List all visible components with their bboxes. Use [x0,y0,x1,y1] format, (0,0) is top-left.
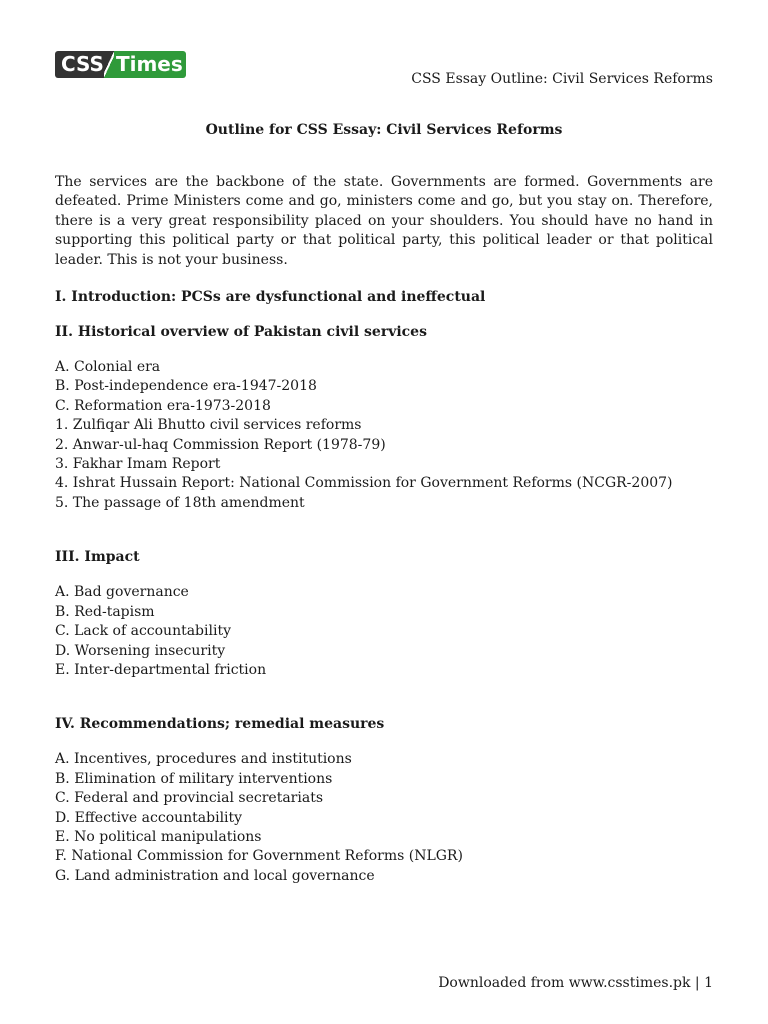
list-item: C. Lack of accountability [55,623,231,640]
list-item: 4. Ishrat Hussain Report: National Commission for Government Reforms (NCGR-2007) [55,475,673,492]
list-item: E. No political manipulations [55,828,262,845]
recommendations-list [55,750,713,886]
list-item: A. Colonial era [55,359,161,376]
document-title: Outline for CSS Essay: Civil Services Reforms [205,122,563,138]
list-item: C. Federal and provincial secretariats [55,790,324,807]
historical-overview-list [55,358,713,513]
logo-text-css: CSS [55,51,110,78]
section-heading-introduction: I. Introduction: PCSs are dysfunctional and ineffectual [55,289,486,306]
logo-text-times [110,51,186,78]
logo-slash-mark [104,51,114,78]
css-times-logo [55,51,186,78]
impact-list [55,583,713,680]
list-item: B. Red-tapism [55,603,155,620]
document-body [55,120,713,886]
list-item: B. Post-independence era-1947-2018 [55,378,317,395]
list-item: 2. Anwar-ul-haq Commission Report (1978-79) [55,436,386,453]
section-heading-recommendations: IV. Recommendations; remedial measures [55,716,385,733]
logo-text-times-label: Times [115,52,183,76]
page-header-title: CSS Essay Outline: Civil Services Reforms [411,71,713,87]
list-item: D. Worsening insecurity [55,642,226,659]
section-heading-impact: III. Impact [55,549,140,566]
section-heading-historical-overview: II. Historical overview of Pakistan civil services [55,324,427,341]
intro-paragraph: The services are the backbone of the state. Governments are formed. Governments are defeated. Prime Ministers come and go, ministers come and go, but you stay on. Therefore, there is a very great responsibility placed on your shoulders. You should have no hand in supporting this political party or that political party, this political leader or that political leader. This is not your business. [55,174,713,268]
list-item: A. Bad governance [55,584,189,601]
list-item: 5. The passage of 18th amendment [55,494,305,511]
list-item: A. Incentives, procedures and institutions [55,751,352,768]
list-item: D. Effective accountability [55,809,243,826]
list-item: 3. Fakhar Imam Report [55,456,221,473]
list-item: G. Land administration and local governance [55,867,375,884]
list-item: 1. Zulfiqar Ali Bhutto civil services reforms [55,417,362,434]
list-item: F. National Commission for Government Reforms (NLGR) [55,848,463,865]
list-item: B. Elimination of military interventions [55,770,333,787]
list-item: C. Reformation era-1973-2018 [55,397,271,414]
page-footer: Downloaded from www.csstimes.pk | 1 [438,975,713,991]
list-item: E. Inter-departmental friction [55,661,267,678]
